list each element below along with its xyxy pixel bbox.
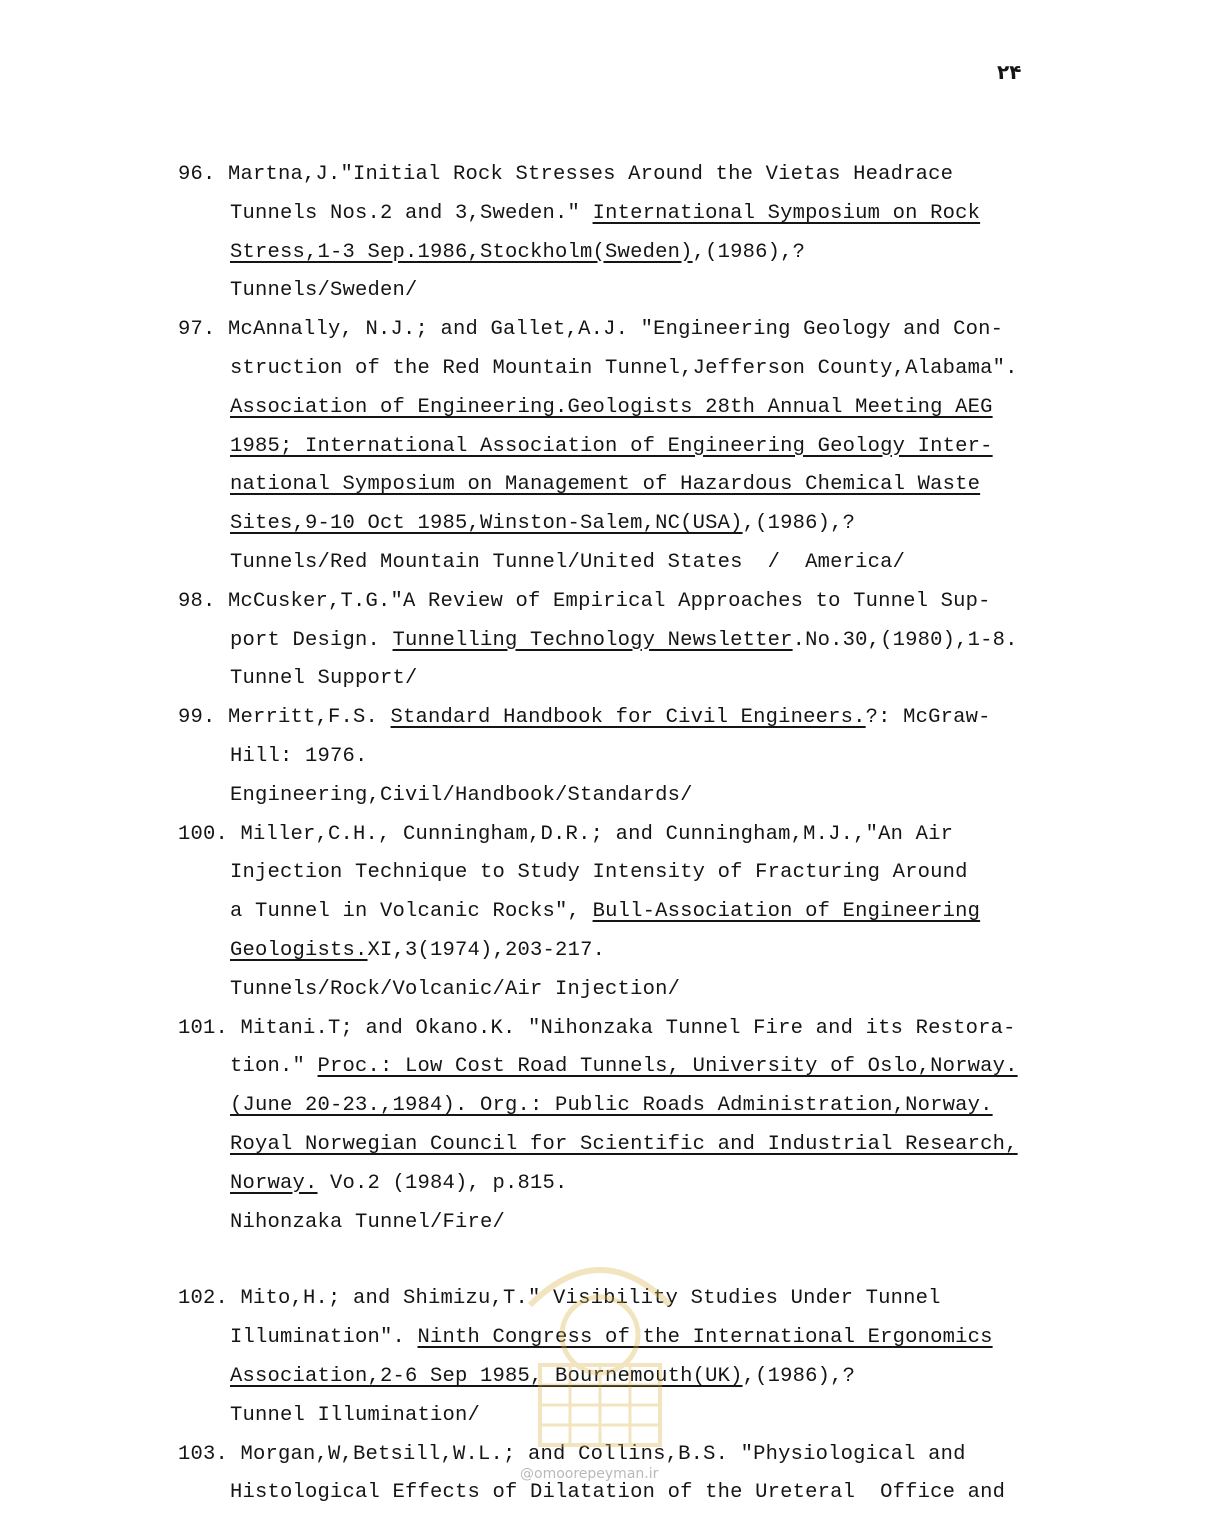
reference-text: Nihonzaka Tunnel/Fire/ [230, 1210, 506, 1234]
reference-line [178, 1126, 1058, 1165]
reference-line [178, 854, 1058, 893]
underlined-title: Tunnelling Technology Newsletter [392, 628, 793, 652]
reference-text: 101. Mitani.T; and Okano.K. "Nihonzaka Tunnel Fire and its Restora- [178, 1016, 1016, 1040]
underlined-title: Proc.: Low Cost Road Tunnels, University of Oslo,Norway. [317, 1055, 1018, 1079]
reference-line [178, 777, 1058, 816]
underlined-title: Association of Engineering.Geologists 28th Annual Meeting AEG [230, 395, 993, 419]
underlined-title: International Symposium on Rock [592, 201, 981, 225]
reference-line [178, 311, 1058, 350]
reference-text: a Tunnel in Volcanic Rocks", [230, 900, 593, 924]
watermark-text: @omoorepeyman.ir [520, 1466, 659, 1482]
reference-text: Injection Technique to Study Intensity of Fracturing Around [230, 861, 968, 885]
underlined-title: 1985; International Association of Engineering Geology Inter- [230, 434, 993, 458]
reference-text: Engineering,Civil/Handbook/Standards/ [230, 783, 693, 807]
reference-line [178, 350, 1058, 389]
reference-text: ,(1986),? [742, 1364, 856, 1388]
reference-line [178, 699, 1058, 738]
underlined-title: Geologists. [230, 938, 368, 962]
reference-entry [178, 311, 1058, 583]
underlined-title: Stress,1-3 Sep.1986,Stockholm(Sweden) [230, 240, 693, 264]
reference-text: Tunnels Nos.2 and 3,Sweden." [230, 201, 593, 225]
reference-text: ?: McGraw- [865, 706, 991, 730]
reference-text: ,(1986),? [742, 512, 856, 536]
reference-text: .No.30,(1980),1-8. [792, 628, 1018, 652]
reference-text: Histological Effects of Dilatation of the Ureteral Office and [230, 1481, 1006, 1505]
underlined-title: (June 20-23.,1984). Org.: Public Roads Administration,Norway. [230, 1094, 993, 1118]
page-number: ۲۴ [997, 60, 1022, 84]
reference-entry [178, 1010, 1058, 1243]
underlined-title: Standard Handbook for Civil Engineers. [390, 706, 866, 730]
reference-line [178, 1048, 1058, 1087]
underlined-title: Ninth Congress of the International Ergonomics [417, 1326, 993, 1350]
reference-line [178, 1358, 1058, 1397]
reference-line [178, 1280, 1058, 1319]
reference-line [178, 622, 1058, 661]
reference-line [178, 1204, 1058, 1243]
reference-text: Vo.2 (1984), p.815. [317, 1171, 568, 1195]
reference-text: 103. Morgan,W,Betsill,W.L.; and Collins,B.S. "Physiological and [178, 1442, 966, 1466]
reference-line [178, 466, 1058, 505]
reference-line [178, 971, 1058, 1010]
reference-text: 100. Miller,C.H., Cunningham,D.R.; and Cunningham,M.J.,"An Air [178, 822, 954, 846]
reference-line [178, 156, 1058, 195]
reference-line [178, 1397, 1058, 1436]
reference-line [178, 583, 1058, 622]
reference-text: Tunnels/Red Mountain Tunnel/United States / America/ [230, 550, 906, 574]
reference-line [178, 195, 1058, 234]
reference-line [178, 1087, 1058, 1126]
reference-entry [178, 699, 1058, 815]
underlined-title: Bull-Association of Engineering [592, 900, 981, 924]
reference-line [178, 1319, 1058, 1358]
reference-text: 99. Merritt,F.S. [178, 706, 391, 730]
reference-text: 98. McCusker,T.G."A Review of Empirical Approaches to Tunnel Sup- [178, 589, 991, 613]
reference-line [178, 544, 1058, 583]
reference-text: XI,3(1974),203-217. [367, 938, 606, 962]
reference-text: 96. Martna,J."Initial Rock Stresses Around the Vietas Headrace [178, 163, 954, 186]
reference-entry [178, 583, 1058, 699]
reference-text: ,(1986),? [692, 240, 806, 264]
spacer [178, 1242, 1058, 1280]
reference-text: 97. McAnnally, N.J.; and Gallet,A.J. "Engineering Geology and Con- [178, 318, 1004, 342]
reference-line [178, 893, 1058, 932]
underlined-title: Sites,9-10 Oct 1985,Winston-Salem,NC(USA) [230, 512, 743, 536]
reference-text: Illumination". [230, 1326, 418, 1350]
reference-line [178, 738, 1058, 777]
reference-entry [178, 156, 1058, 311]
reference-list [178, 156, 1058, 1513]
reference-text: tion." [230, 1055, 318, 1079]
underlined-title: Royal Norwegian Council for Scientific and Industrial Research, [230, 1132, 1018, 1156]
reference-text: Tunnels/Sweden/ [230, 279, 418, 303]
reference-line [178, 234, 1058, 273]
underlined-title: Norway. [230, 1171, 318, 1195]
reference-text: Tunnel Support/ [230, 667, 418, 691]
reference-line [178, 389, 1058, 428]
reference-text: Hill: 1976. [230, 744, 368, 768]
reference-text: Tunnels/Rock/Volcanic/Air Injection/ [230, 977, 681, 1001]
underlined-title: national Symposium on Management of Hazardous Chemical Waste [230, 473, 981, 497]
reference-line [178, 505, 1058, 544]
reference-line [178, 1165, 1058, 1204]
reference-entry [178, 1280, 1058, 1435]
reference-line [178, 1010, 1058, 1049]
reference-line [178, 428, 1058, 467]
reference-text: 102. Mito,H.; and Shimizu,T." Visibility Studies Under Tunnel [178, 1287, 941, 1311]
reference-line [178, 932, 1058, 971]
reference-line [178, 660, 1058, 699]
reference-text: port Design. [230, 628, 393, 652]
reference-text: struction of the Red Mountain Tunnel,Jefferson County,Alabama". [230, 356, 1018, 380]
reference-line [178, 272, 1058, 311]
reference-line [178, 816, 1058, 855]
reference-entry [178, 816, 1058, 1010]
underlined-title: Association,2-6 Sep 1985, Bournemouth(UK) [230, 1364, 743, 1388]
reference-text: Tunnel Illumination/ [230, 1403, 481, 1427]
